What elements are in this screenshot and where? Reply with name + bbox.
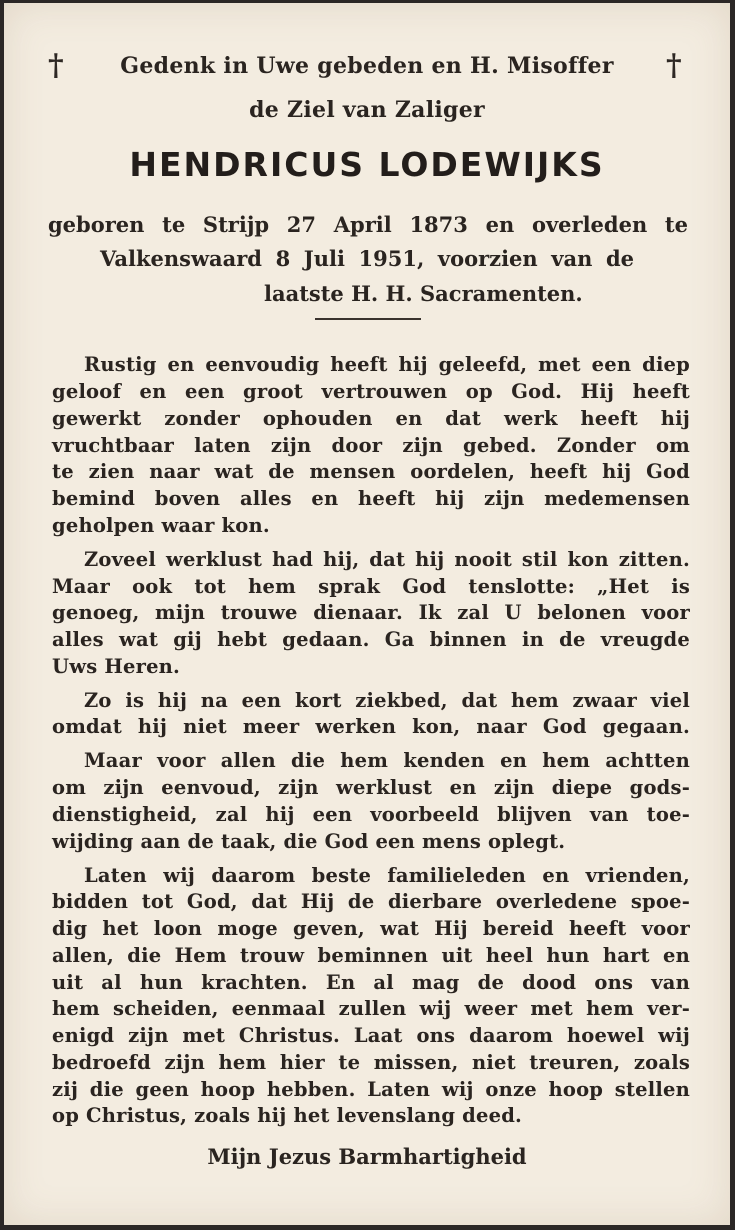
paragraph-5-line: dig het loon moge geven, wat Hij bereid heeft voor — [52, 917, 690, 940]
paragraph-1-line: vruchtbaar laten zijn door zijn gebed. Zonder om — [52, 434, 690, 457]
paragraph-4-line: dienstigheid, zal hij een voorbeeld blijven van toe- — [52, 803, 690, 826]
paragraph-5-line: Laten wij daarom beste familieleden en vrienden, — [84, 864, 690, 887]
paragraph-1-line: geloof en een groot vertrouwen op God. Hij heeft — [52, 380, 690, 403]
intro-line-1: Gedenk in Uwe gebeden en H. Misoffer — [120, 53, 614, 79]
paragraph-1-line: bemind boven alles en heeft hij zijn medemensen — [52, 487, 690, 510]
paragraph-1-line: te zien naar wat de mensen oordelen, heeft hij God — [52, 460, 690, 483]
paragraph-5-line: zij die geen hoop hebben. Laten wij onze hoop stellen — [52, 1078, 690, 1101]
paragraph-1-line: gewerkt zonder ophouden en dat werk heeft hij — [52, 407, 690, 430]
deceased-name: HENDRICUS LODEWIJKS — [129, 145, 605, 184]
paragraph-2-line: Uws Heren. — [52, 655, 181, 678]
paragraph-5-line: hem scheiden, eenmaal zullen wij weer met hem ver- — [52, 997, 690, 1020]
paragraph-2-line: Maar ook tot hem sprak God tenslotte: „Het is — [52, 575, 690, 598]
cross-icon-right: † — [666, 48, 682, 83]
paragraph-2-line: genoeg, mijn trouwe dienaar. Ik zal U belonen voor — [52, 601, 690, 624]
paragraph-1-line: geholpen waar kon. — [52, 514, 270, 537]
paragraph-4-line: wijding aan de taak, die God een mens oplegt. — [52, 830, 566, 853]
paragraph-4-line: om zijn eenvoud, zijn werklust en zijn diepe gods- — [52, 776, 690, 799]
paragraph-4-line: Maar voor allen die hem kenden en hem achtten — [84, 749, 690, 772]
paragraph-1-line: Rustig en eenvoudig heeft hij geleefd, met een diep — [84, 353, 690, 376]
paragraph-2-line: alles wat gij hebt gedaan. Ga binnen in de vreugde — [52, 628, 690, 651]
birth-death-line-3: laatste H. H. Sacramenten. — [264, 281, 583, 306]
cross-icon-left: † — [48, 48, 64, 83]
paragraph-2-line: Zoveel werklust had hij, dat hij nooit stil kon zitten. — [84, 548, 690, 571]
paragraph-5-line: allen, die Hem trouw beminnen uit heel hun hart en — [52, 944, 690, 967]
birth-death-line-1: geboren te Strijp 27 April 1873 en overleden te — [48, 212, 688, 237]
paragraph-5-line: uit al hun krachten. En al mag de dood ons van — [52, 971, 690, 994]
paragraph-5-line: op Christus, zoals hij het levenslang deed. — [52, 1104, 523, 1127]
birth-death-line-2: Valkenswaard 8 Juli 1951, voorzien van de — [100, 246, 634, 271]
paragraph-5-line: bedroefd zijn hem hier te missen, niet treuren, zoals — [52, 1051, 690, 1074]
intro-line-2: de Ziel van Zaliger — [249, 97, 485, 123]
paragraph-3-line: Zo is hij na een kort ziekbed, dat hem zwaar viel — [84, 689, 690, 712]
closing-prayer: Mijn Jezus Barmhartigheid — [207, 1144, 527, 1169]
memorial-card — [4, 3, 730, 1225]
divider-rule — [315, 318, 421, 320]
paragraph-5-line: enigd zijn met Christus. Laat ons daarom hoewel wij — [52, 1024, 690, 1047]
paragraph-3-line: omdat hij niet meer werken kon, naar God gegaan. — [52, 715, 690, 738]
paragraph-5-line: bidden tot God, dat Hij de dierbare overledene spoe- — [52, 890, 690, 913]
